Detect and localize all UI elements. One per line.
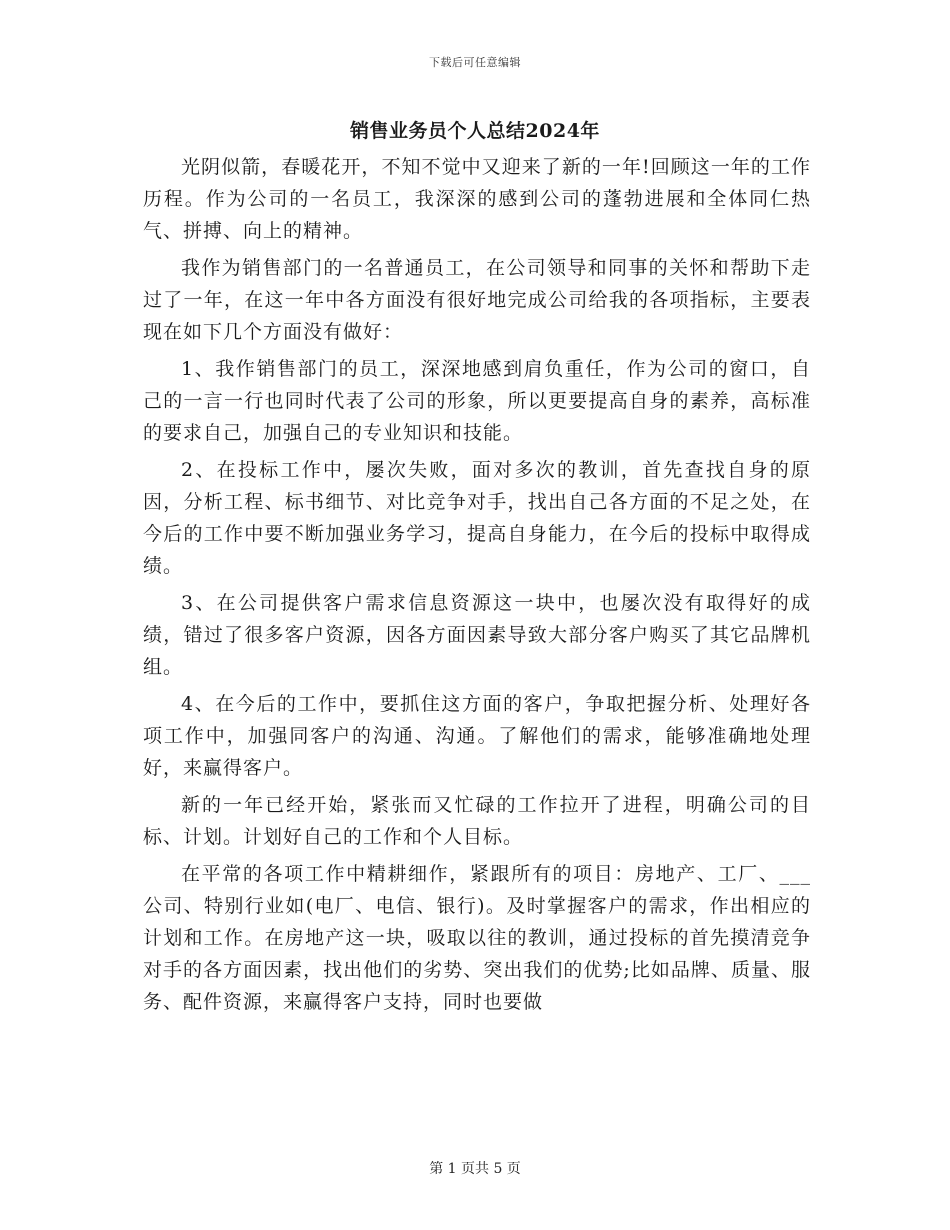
paragraph-daily-work: 在平常的各项工作中精耕细作，紧跟所有的项目：房地产、工厂、___公司、特别行业如(电厂、电信、银行)。及时掌握客户的需求，作出相应的计划和工作。在房地产这一块，吸取以往的教训，通过投标的首先摸清竞争对手的各方面因素，找出他们的劣势、突出我们的优势;比如品牌、质量、服务、配件资源，来赢得客户支持，同时也要做: [143, 863, 811, 1013]
page-number: 第 1 页共 5 页: [429, 1161, 521, 1177]
document-body: [143, 151, 811, 1018]
paragraph-point-1: 1、我作销售部门的员工，深深地感到肩负重任，作为公司的窗口，自己的一言一行也同时代表了公司的形象，所以更要提高自身的素养，高标准的要求自己，加强自己的专业知识和技能。: [143, 358, 811, 444]
paragraph-point-3: 3、在公司提供客户需求信息资源这一块中，也屡次没有取得好的成绩，错过了很多客户资源，因各方面因素导致大部分客户购买了其它品牌机组。: [143, 592, 811, 678]
paragraph-intro: 光阴似箭，春暖花开，不知不觉中又迎来了新的一年!回顾这一年的工作历程。作为公司的一名员工，我深深的感到公司的蓬勃进展和全体同仁热气、拼搏、向上的精神。: [143, 156, 811, 242]
header-note: 下载后可任意编辑: [429, 56, 521, 69]
paragraph-overview: 我作为销售部门的一名普通员工，在公司领导和同事的关怀和帮助下走过了一年，在这一年中各方面没有很好地完成公司给我的各项指标，主要表现在如下几个方面没有做好：: [143, 257, 811, 343]
paragraph-point-4: 4、在今后的工作中，要抓住这方面的客户，争取把握分析、处理好各项工作中，加强同客户的沟通、沟通。了解他们的需求，能够准确地处理好，来赢得客户。: [143, 693, 811, 779]
paragraph-point-2: 2、在投标工作中，屡次失败，面对多次的教训，首先查找自身的原因，分析工程、标书细节、对比竞争对手，找出自己各方面的不足之处，在今后的工作中要不断加强业务学习，提高自身能力，在今后的投标中取得成绩。: [143, 459, 811, 577]
paragraph-new-year: 新的一年已经开始，紧张而又忙碌的工作拉开了进程，明确公司的目标、计划。计划好自己的工作和个人目标。: [143, 794, 811, 848]
document-title: 销售业务员个人总结2024年: [350, 120, 600, 142]
